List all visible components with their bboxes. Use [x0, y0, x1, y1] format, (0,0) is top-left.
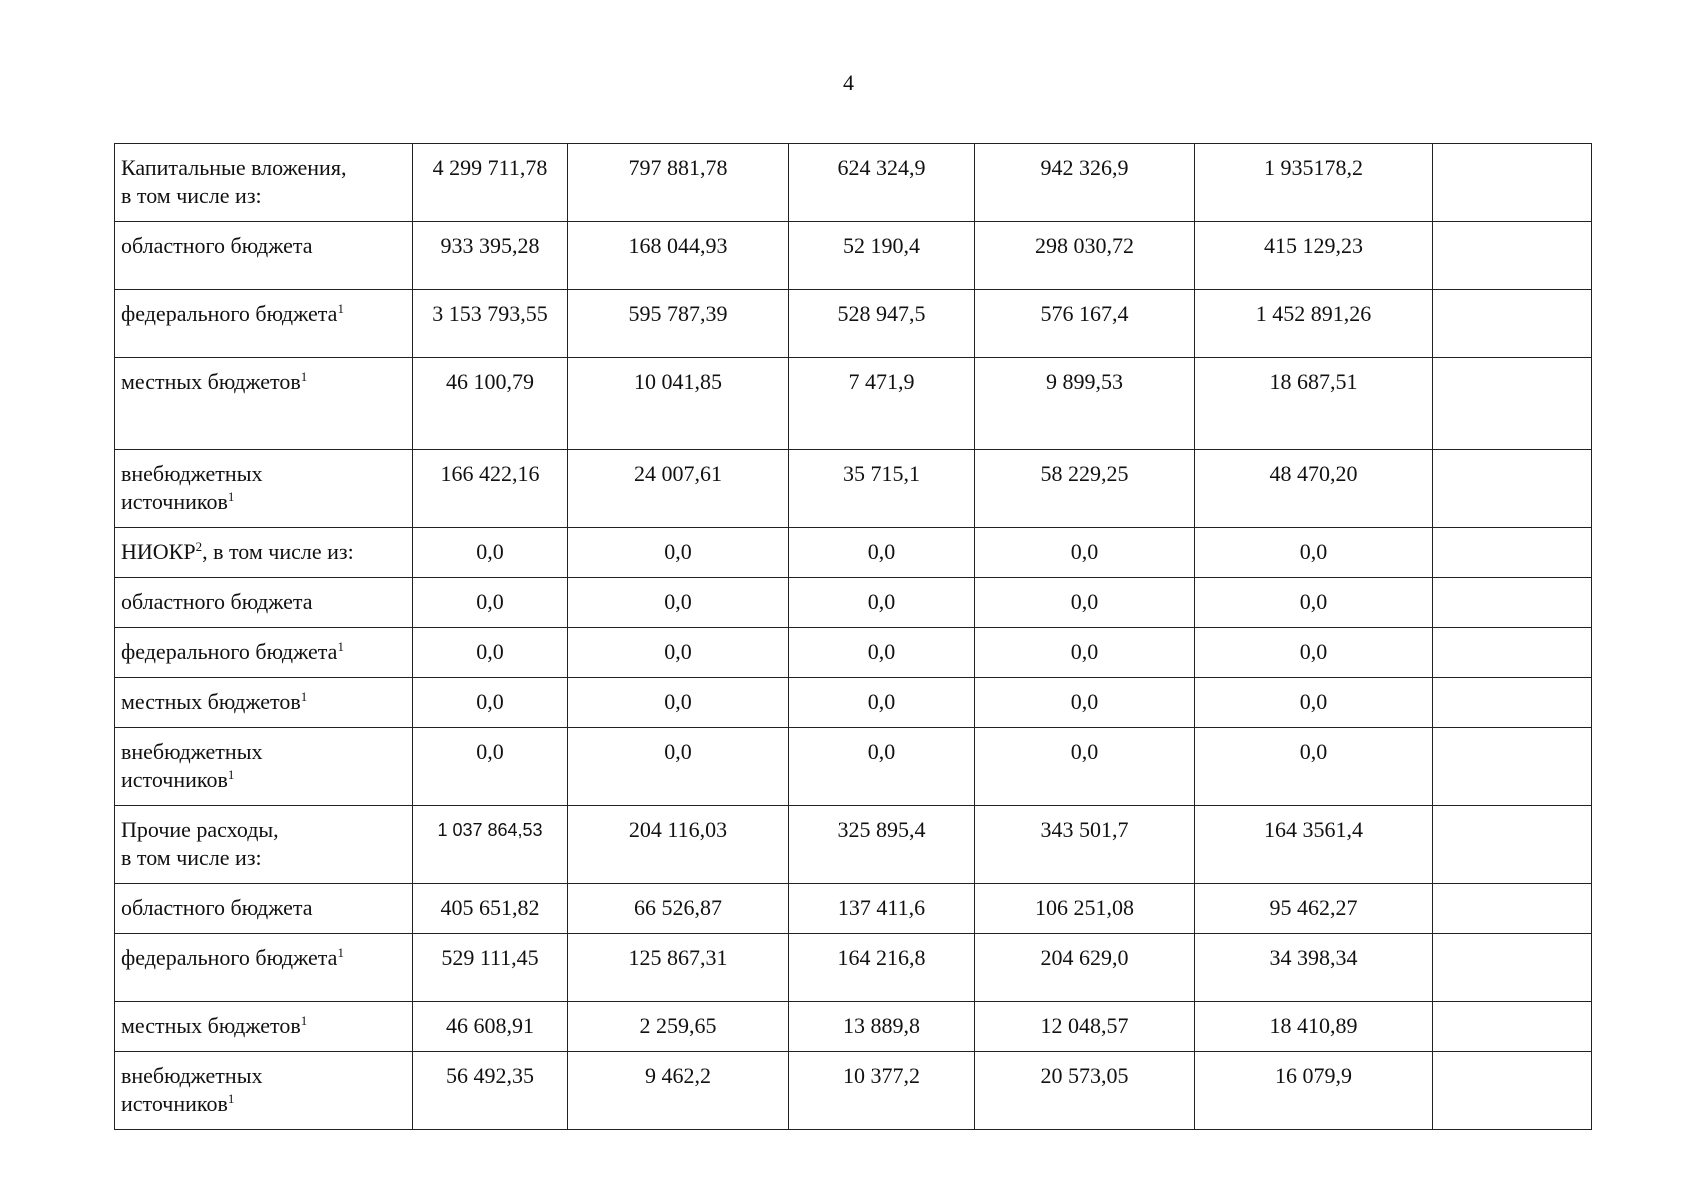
value-cell: 0,0 [975, 728, 1195, 806]
row-label-line [121, 1012, 406, 1040]
row-label-cell [115, 884, 413, 934]
value-cell: 0,0 [1195, 628, 1433, 678]
value-cell: 35 715,1 [789, 450, 975, 528]
row-label-line [121, 488, 406, 516]
value-cell [1433, 728, 1592, 806]
value-cell [1433, 144, 1592, 222]
row-label-text: источников [121, 489, 228, 514]
row-label-text: федерального бюджета [121, 945, 338, 970]
value-cell: 204 629,0 [975, 934, 1195, 1002]
footnote-marker: 1 [300, 369, 308, 384]
table-row [115, 934, 1592, 1002]
row-label-text: областного бюджета [121, 589, 313, 614]
row-label-text: федерального бюджета [121, 301, 338, 326]
table-row [115, 578, 1592, 628]
row-label-text: в том числе из: [121, 845, 262, 870]
value-cell: 16 079,9 [1195, 1052, 1433, 1130]
value-cell: 0,0 [413, 728, 568, 806]
row-label-cell [115, 1052, 413, 1130]
row-label-line [121, 460, 406, 488]
value-cell [1433, 222, 1592, 290]
table-row [115, 678, 1592, 728]
value-cell: 0,0 [568, 578, 789, 628]
row-label-text: НИОКР [121, 539, 196, 564]
row-label-line [121, 232, 406, 260]
table-row [115, 450, 1592, 528]
value-cell: 48 470,20 [1195, 450, 1433, 528]
value-cell: 166 422,16 [413, 450, 568, 528]
table-row [115, 884, 1592, 934]
value-cell: 0,0 [1195, 728, 1433, 806]
footnote-marker: 2 [195, 539, 203, 554]
value-cell: 933 395,28 [413, 222, 568, 290]
value-cell: 0,0 [789, 578, 975, 628]
row-label-text: областного бюджета [121, 233, 313, 258]
value-cell: 0,0 [568, 728, 789, 806]
value-cell: 0,0 [975, 528, 1195, 578]
row-label-line [121, 944, 406, 972]
value-cell [1433, 806, 1592, 884]
value-cell: 0,0 [789, 728, 975, 806]
value-cell: 405 651,82 [413, 884, 568, 934]
page-number: 4 [843, 70, 854, 95]
value-cell: 9 899,53 [975, 358, 1195, 450]
value-cell: 576 167,4 [975, 290, 1195, 358]
value-cell: 18 687,51 [1195, 358, 1433, 450]
value-cell: 415 129,23 [1195, 222, 1433, 290]
value-cell: 0,0 [1195, 678, 1433, 728]
table-row [115, 222, 1592, 290]
row-label-line [121, 766, 406, 794]
row-label-line [121, 154, 406, 182]
row-label-cell [115, 628, 413, 678]
value-cell: 52 190,4 [789, 222, 975, 290]
value-cell [1433, 290, 1592, 358]
value-cell: 7 471,9 [789, 358, 975, 450]
value-cell [1433, 528, 1592, 578]
table-row [115, 1002, 1592, 1052]
row-label-text: федерального бюджета [121, 639, 338, 664]
value-cell: 34 398,34 [1195, 934, 1433, 1002]
value-cell: 0,0 [1195, 528, 1433, 578]
value-cell: 56 492,35 [413, 1052, 568, 1130]
row-label-line [121, 588, 406, 616]
value-cell: 24 007,61 [568, 450, 789, 528]
row-label-line [121, 688, 406, 716]
value-cell [1433, 678, 1592, 728]
value-cell: 46 608,91 [413, 1002, 568, 1052]
footnote-marker: 1 [300, 689, 308, 704]
row-label-cell [115, 290, 413, 358]
value-cell: 3 153 793,55 [413, 290, 568, 358]
value-cell: 529 111,45 [413, 934, 568, 1002]
table-row [115, 290, 1592, 358]
table-row [115, 528, 1592, 578]
value-cell: 0,0 [568, 678, 789, 728]
row-label-text: источников [121, 767, 228, 792]
row-label-cell [115, 528, 413, 578]
value-cell: 0,0 [975, 678, 1195, 728]
footnote-marker: 1 [300, 1013, 308, 1028]
value-cell: 12 048,57 [975, 1002, 1195, 1052]
value-cell: 204 116,03 [568, 806, 789, 884]
row-label-line [121, 1062, 406, 1090]
value-cell [1433, 578, 1592, 628]
table-row [115, 806, 1592, 884]
value-cell: 4 299 711,78 [413, 144, 568, 222]
value-cell: 0,0 [568, 628, 789, 678]
footnote-marker: 1 [337, 639, 344, 654]
value-cell [1433, 884, 1592, 934]
footnote-marker: 1 [337, 301, 344, 316]
row-label-line [121, 300, 406, 328]
row-label-text: областного бюджета [121, 895, 313, 920]
value-cell: 0,0 [1195, 578, 1433, 628]
value-cell: 343 501,7 [975, 806, 1195, 884]
value-cell: 164 3561,4 [1195, 806, 1433, 884]
row-label-line [121, 816, 406, 844]
row-label-suffix: , в том числе из: [202, 539, 354, 564]
value-cell [1433, 358, 1592, 450]
row-label-text: Капитальные вложения, [121, 155, 347, 180]
value-cell: 325 895,4 [789, 806, 975, 884]
row-label-cell [115, 222, 413, 290]
value-cell: 0,0 [413, 578, 568, 628]
row-label-text: местных бюджетов [121, 689, 301, 714]
value-cell: 0,0 [413, 528, 568, 578]
footnote-marker: 1 [227, 489, 235, 504]
value-cell: 528 947,5 [789, 290, 975, 358]
row-label-cell [115, 578, 413, 628]
value-cell: 942 326,9 [975, 144, 1195, 222]
value-cell: 137 411,6 [789, 884, 975, 934]
value-cell: 164 216,8 [789, 934, 975, 1002]
row-label-text: внебюджетных [121, 739, 263, 764]
row-label-line [121, 844, 406, 872]
value-cell: 0,0 [413, 628, 568, 678]
value-cell: 0,0 [975, 628, 1195, 678]
row-label-line [121, 738, 406, 766]
row-label-text: Прочие расходы, [121, 817, 279, 842]
row-label-line [121, 638, 406, 666]
value-cell: 0,0 [789, 678, 975, 728]
value-cell: 95 462,27 [1195, 884, 1433, 934]
row-label-cell [115, 934, 413, 1002]
row-label-text: в том числе из: [121, 183, 262, 208]
value-cell: 0,0 [568, 528, 789, 578]
value-cell [1433, 450, 1592, 528]
value-cell: 20 573,05 [975, 1052, 1195, 1130]
row-label-cell [115, 1002, 413, 1052]
value-cell: 10 041,85 [568, 358, 789, 450]
table-row [115, 628, 1592, 678]
footnote-marker: 1 [227, 767, 235, 782]
row-label-line [121, 1090, 406, 1118]
value-cell: 595 787,39 [568, 290, 789, 358]
row-label-cell [115, 358, 413, 450]
value-cell: 1 935178,2 [1195, 144, 1433, 222]
row-label-line [121, 894, 406, 922]
row-label-line [121, 368, 406, 396]
value-cell: 66 526,87 [568, 884, 789, 934]
table-row [115, 1052, 1592, 1130]
value-cell: 46 100,79 [413, 358, 568, 450]
budget-table-body [115, 144, 1592, 1130]
row-label-line [121, 182, 406, 210]
table-row [115, 358, 1592, 450]
value-cell [1433, 934, 1592, 1002]
value-cell: 10 377,2 [789, 1052, 975, 1130]
row-label-cell [115, 450, 413, 528]
row-label-text: источников [121, 1091, 228, 1116]
value-cell: 125 867,31 [568, 934, 789, 1002]
footnote-marker: 1 [337, 945, 344, 960]
row-label-cell [115, 678, 413, 728]
row-label-text: внебюджетных [121, 461, 263, 486]
value-cell: 168 044,93 [568, 222, 789, 290]
table-row [115, 728, 1592, 806]
value-cell: 9 462,2 [568, 1052, 789, 1130]
row-label-text: местных бюджетов [121, 369, 301, 394]
value-cell: 0,0 [413, 678, 568, 728]
row-label-cell [115, 806, 413, 884]
value-cell: 797 881,78 [568, 144, 789, 222]
value-cell: 2 259,65 [568, 1002, 789, 1052]
value-cell: 106 251,08 [975, 884, 1195, 934]
value-cell: 298 030,72 [975, 222, 1195, 290]
value-cell [1433, 1052, 1592, 1130]
value-cell: 0,0 [975, 578, 1195, 628]
value-cell: 18 410,89 [1195, 1002, 1433, 1052]
row-label-cell [115, 144, 413, 222]
row-label-line [121, 538, 406, 566]
value-cell: 624 324,9 [789, 144, 975, 222]
value-cell: 1 037 864,53 [413, 806, 568, 884]
value-cell: 0,0 [789, 528, 975, 578]
row-label-text: местных бюджетов [121, 1013, 301, 1038]
footnote-marker: 1 [227, 1091, 235, 1106]
row-label-cell [115, 728, 413, 806]
table-row [115, 144, 1592, 222]
value-cell: 1 452 891,26 [1195, 290, 1433, 358]
row-label-text: внебюджетных [121, 1063, 263, 1088]
value-cell: 58 229,25 [975, 450, 1195, 528]
value-cell [1433, 1002, 1592, 1052]
value-cell [1433, 628, 1592, 678]
value-cell: 13 889,8 [789, 1002, 975, 1052]
budget-table [114, 143, 1592, 1130]
value-cell: 0,0 [789, 628, 975, 678]
